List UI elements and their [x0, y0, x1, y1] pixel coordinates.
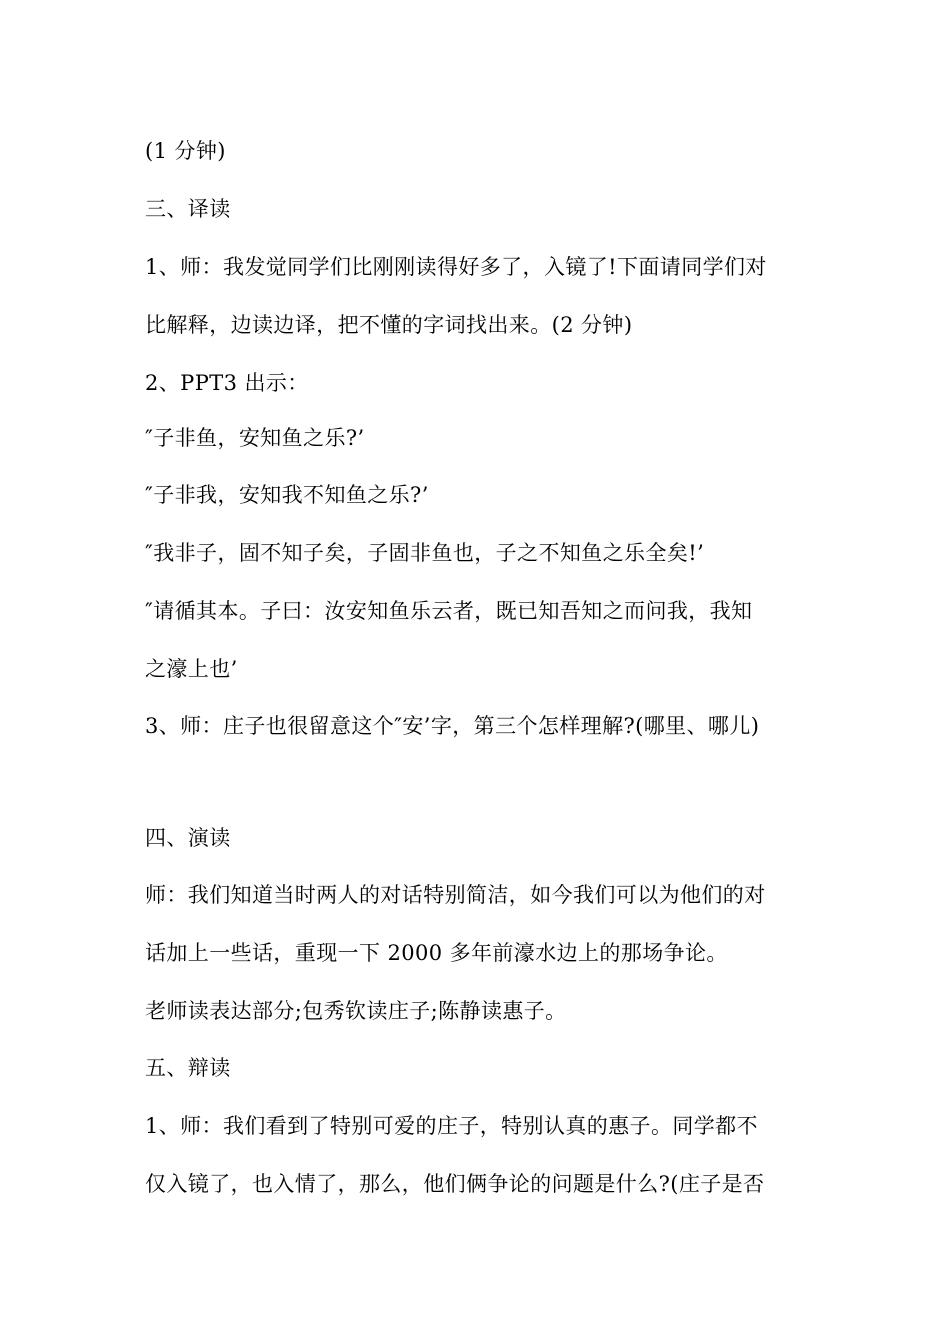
text-line: 1、师：我发觉同学们比刚刚读得好多了，入镜了!下面请同学们对	[145, 255, 767, 279]
text-line: (1 分钟)	[145, 139, 226, 163]
text-line: 1、师：我们看到了特别可爱的庄子，特别认真的惠子。同学都不	[145, 1114, 758, 1138]
text-line: 老师读表达部分;包秀钦读庄子;陈静读惠子。	[145, 999, 567, 1023]
quote-line: ″子非鱼，安知鱼之乐?’	[145, 426, 365, 450]
text-line: 比解释，边读边译，把不懂的字词找出来。(2 分钟)	[145, 313, 633, 337]
text-line: 师：我们知道当时两人的对话特别简洁，如今我们可以为他们的对	[145, 883, 766, 907]
text-line: 话加上一些话，重现一下 2000 多年前濠水边上的那场争论。	[145, 941, 728, 965]
quote-line: ″子非我，安知我不知鱼之乐?’	[145, 483, 429, 507]
section-heading: 五、辩读	[145, 1056, 231, 1080]
text-line: 3、师：庄子也很留意这个″安’字，第三个怎样理解?(哪里、哪儿)	[145, 714, 760, 738]
quote-line: ″请循其本。子曰：汝安知鱼乐云者，既已知吾知之而问我，我知	[145, 599, 753, 623]
text-line: 仅入镜了，也入情了，那么，他们俩争论的问题是什么?(庄子是否	[145, 1172, 765, 1196]
section-heading: 三、译读	[145, 197, 231, 221]
quote-line: 之濠上也’	[145, 657, 238, 681]
quote-line: ″我非子，固不知子矣，子固非鱼也，子之不知鱼之乐全矣!’	[145, 541, 705, 565]
text-line: 2、PPT3 出示：	[145, 371, 309, 395]
section-heading: 四、演读	[145, 826, 231, 850]
